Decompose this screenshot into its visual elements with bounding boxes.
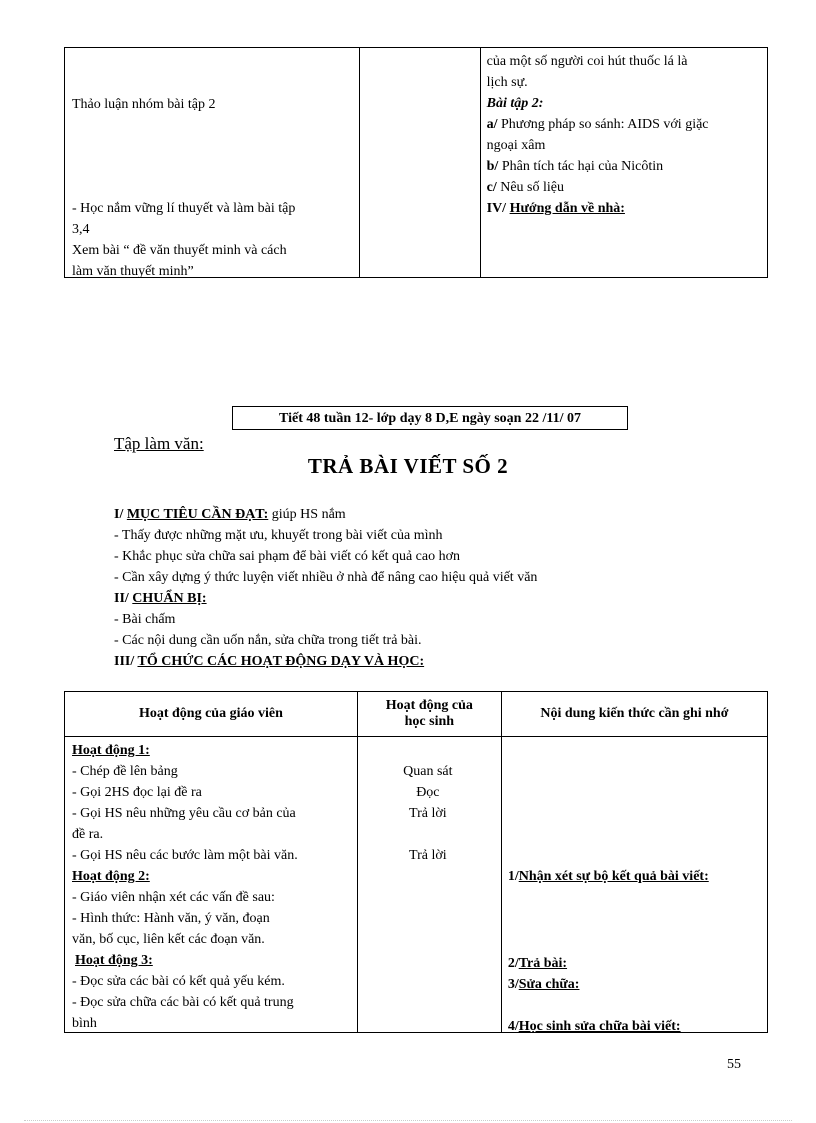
subject-label: Tập làm văn: [114, 434, 204, 453]
activities-table [64, 691, 768, 1033]
homework-line: làm văn thuyết minh” [72, 264, 194, 279]
lesson-objectives [114, 504, 537, 672]
section-2-heading: II/ CHUẨN BỊ: [114, 591, 207, 606]
student-step: Trả lời [409, 848, 447, 863]
teacher-step: - Chép đề lên bảng [72, 764, 178, 779]
exercise-item-a: a/ Phương pháp so sánh: AIDS với giặc [486, 117, 709, 132]
top-table [64, 47, 768, 278]
activity-1-heading: Hoạt động 1: [72, 743, 150, 758]
teacher-step: - Gọi HS nêu các bước làm một bài văn. [72, 848, 298, 863]
top-table-col-teacher [65, 48, 360, 278]
teacher-activities [65, 737, 358, 1033]
top-table-col-content [480, 48, 767, 278]
homework-guide-heading: IV/ Hướng dẫn về nhà: [486, 201, 625, 216]
teacher-step: - Đọc sửa chữa các bài có kết quả trung [72, 995, 294, 1010]
student-step: Quan sát [403, 764, 453, 779]
teacher-step: bình [72, 1016, 97, 1031]
student-step: Trả lời [409, 806, 447, 821]
teacher-step: đề ra. [72, 827, 104, 842]
teacher-step: - Giáo viên nhận xét các vấn đề sau: [72, 890, 275, 905]
exercise-item-c: c/ Nêu số liệu [486, 180, 564, 195]
exercise-item-a-cont: ngoại xâm [486, 138, 546, 153]
teacher-step: văn, bố cục, liên kết các đoạn văn. [72, 932, 265, 947]
objective-item: - Khắc phục sửa chữa sai phạm để bài viết có kết quả cao hơn [114, 549, 461, 564]
section-1-heading: I/ MỤC TIÊU CẦN ĐẠT: giúp HS nắm [114, 507, 346, 522]
exercise-2-heading: Bài tập 2: [486, 96, 544, 111]
content-item-4: 4/Học sinh sửa chữa bài viết: [507, 1019, 681, 1034]
teacher-step: - Hình thức: Hành văn, ý văn, đoạn [72, 911, 270, 926]
homework-line: Xem bài “ đề văn thuyết minh và cách [72, 243, 287, 258]
preparation-item: - Các nội dung cần uốn nắn, sửa chữa trong tiết trả bài. [114, 633, 422, 648]
lesson-info-box: Tiết 48 tuần 12- lớp dạy 8 D,E ngày soạn 22 /11/ 07 [232, 406, 628, 430]
footer-divider [24, 1120, 792, 1121]
objective-item: - Thấy được những mặt ưu, khuyết trong bài viết của mình [114, 528, 443, 543]
exercise-item-b: b/ Phân tích tác hại của Nicôtin [486, 159, 664, 174]
header-teacher: Hoạt động của giáo viên [65, 692, 358, 737]
top-table-col-student [360, 48, 480, 278]
teacher-step: - Gọi HS nêu những yêu cầu cơ bản của [72, 806, 296, 821]
content-line: của một số người coi hút thuốc lá là [486, 54, 688, 69]
knowledge-content [501, 737, 767, 1033]
student-step: Đọc [416, 785, 440, 800]
student-activities [357, 737, 501, 1033]
activity-3-heading: Hoạt động 3: [75, 953, 153, 968]
header-content: Nội dung kiến thức cần ghi nhớ [501, 692, 767, 737]
discussion-text: Thảo luận nhóm bài tập 2 [72, 97, 216, 112]
teacher-step: - Gọi 2HS đọc lại đề ra [72, 785, 202, 800]
header-student: Hoạt động của học sinh [357, 692, 501, 737]
content-item-1: 1/Nhận xét sự bộ kết quả bài viết: [507, 869, 709, 884]
content-item-2: 2/Trả bài: [507, 956, 568, 971]
homework-line: - Học nắm vững lí thuyết và làm bài tập [72, 201, 296, 216]
objective-item: - Cần xây dựng ý thức luyện viết nhiều ở nhà để nâng cao hiệu quả viết văn [114, 570, 538, 585]
preparation-item: - Bài chấm [114, 612, 176, 627]
homework-line: 3,4 [72, 222, 90, 237]
content-item-3: 3/Sửa chữa: [507, 977, 580, 992]
activity-2-heading: Hoạt động 2: [72, 869, 150, 884]
page-title: TRẢ BÀI VIẾT SỐ 2 [307, 454, 509, 478]
content-line: lịch sự. [486, 75, 528, 90]
teacher-step: - Đọc sửa các bài có kết quả yếu kém. [72, 974, 285, 989]
section-3-heading: III/ TỔ CHỨC CÁC HOẠT ĐỘNG DẠY VÀ HỌC: [114, 654, 425, 669]
page-number: 55 [727, 1057, 741, 1072]
